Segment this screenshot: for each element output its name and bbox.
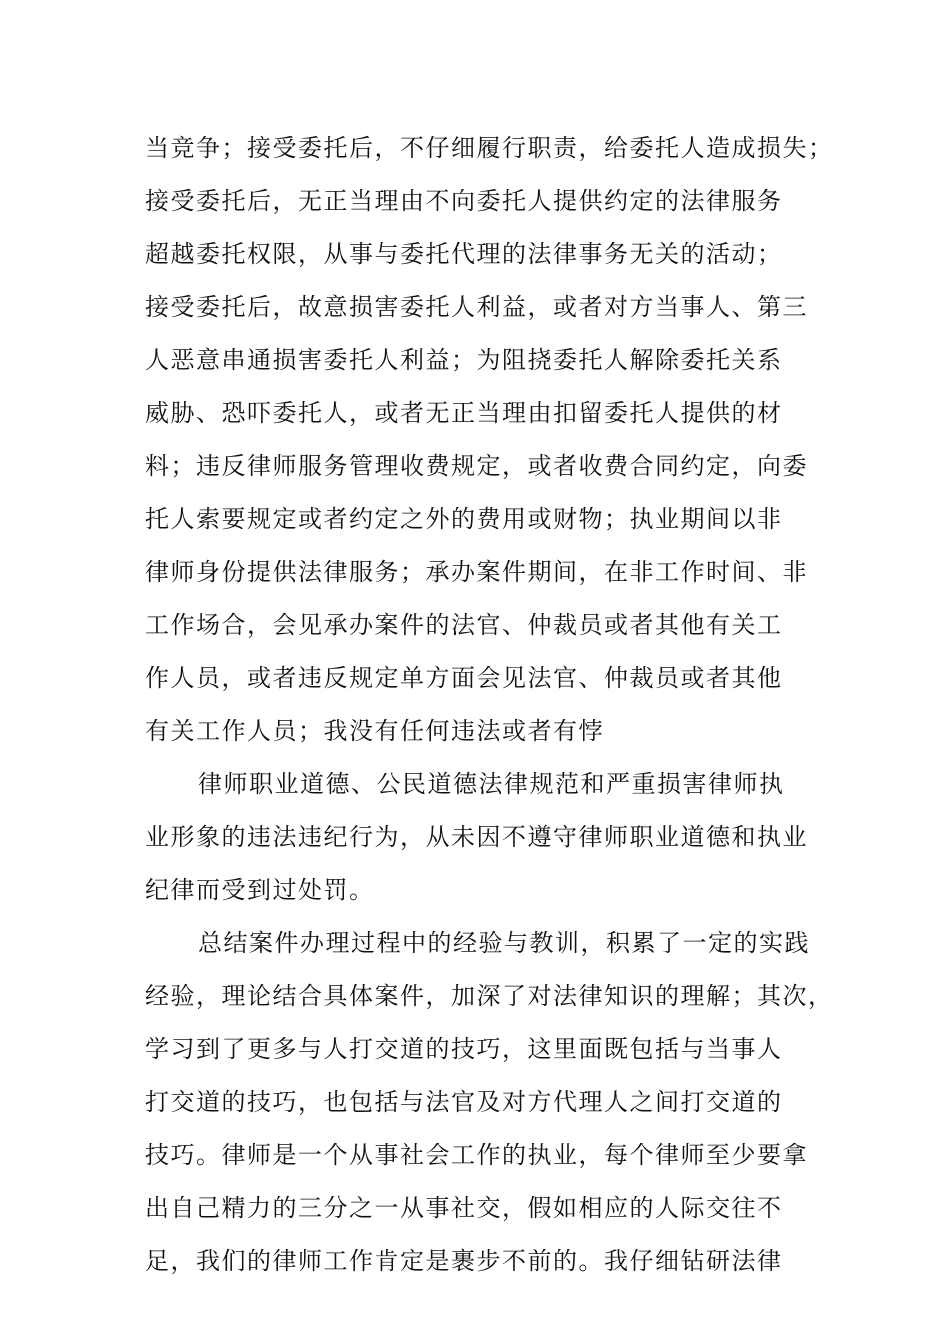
paragraph-first-line: 律师职业道德、公民道德法律规范和严重损害律师执 [198,770,785,798]
text-line: 威胁、恐吓委托人，或者无正当理由扣留委托人提供的材 [145,399,783,427]
text-line: 学习到了更多与人打交道的技巧，这里面既包括与当事人 [145,1035,783,1063]
text-line: 接受委托后，故意损害委托人利益，或者对方当事人、第三 [145,293,808,321]
text-line: 出自己精力的三分之一从事社交，假如相应的人际交往不 [145,1194,783,1222]
text-line: 经验，理论结合具体案件，加深了对法律知识的理解；其次， [145,982,834,1010]
text-line: 有关工作人员；我没有任何违法或者有悖 [145,717,604,745]
text-line: 技巧。律师是一个从事社会工作的执业，每个律师至少要拿 [145,1141,808,1169]
text-line: 律师身份提供法律服务；承办案件期间，在非工作时间、非 [145,558,808,586]
text-line: 业形象的违法违纪行为，从未因不遵守律师职业道德和执业 [145,823,808,851]
text-line: 纪律而受到过处罚。 [145,876,375,904]
text-line: 人恶意串通损害委托人利益；为阻挠委托人解除委托关系 [145,346,783,374]
text-line: 超越委托权限，从事与委托代理的法律事务无关的活动； [145,240,783,268]
text-line: 打交道的技巧，也包括与法官及对方代理人之间打交道的 [145,1088,783,1116]
text-line: 工作场合，会见承办案件的法官、仲裁员或者其他有关工 [145,611,783,639]
text-line: 托人索要规定或者约定之外的费用或财物；执业期间以非 [145,505,783,533]
text-line: 作人员，或者违反规定单方面会见法官、仲裁员或者其他 [145,664,783,692]
paragraph-first-line: 总结案件办理过程中的经验与教训，积累了一定的实践 [198,929,810,957]
text-line: 接受委托后，无正当理由不向委托人提供约定的法律服务 [145,187,783,215]
text-line: 料；违反律师服务管理收费规定，或者收费合同约定，向委 [145,452,808,480]
text-line: 当竞争；接受委托后，不仔细履行职责，给委托人造成损失； [145,134,834,162]
text-line: 足，我们的律师工作肯定是裹步不前的。我仔细钻研法律 [145,1247,783,1275]
